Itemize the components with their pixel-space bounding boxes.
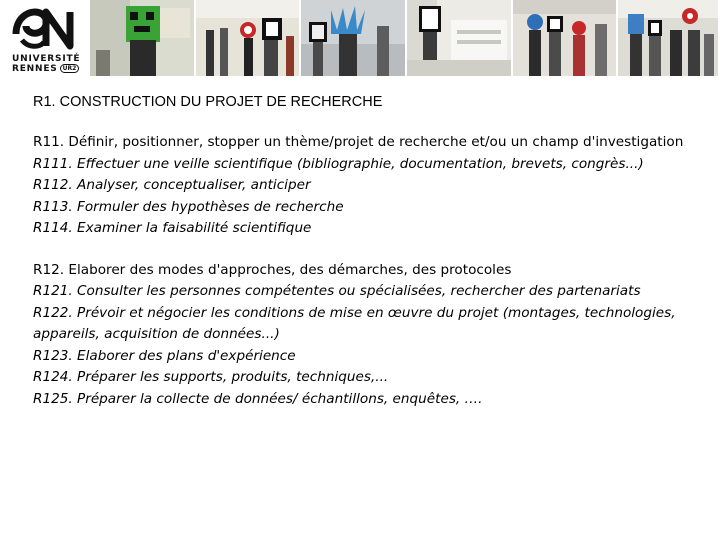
section-r11	[33, 132, 703, 240]
photo-6	[618, 0, 718, 76]
list-item: R113. Formuler des hypothèses de recherche	[33, 198, 344, 215]
photo-strip	[90, 0, 720, 76]
university-logo[interactable]	[8, 6, 84, 76]
list-item: R125. Préparer la collecte de données/ échantillons, enquêtes, ….	[33, 390, 483, 407]
university-logo-mark	[12, 6, 78, 52]
logo-tag: UR2	[60, 64, 80, 73]
document-content	[33, 92, 703, 430]
section-heading: R11. Définir, positionner, stopper un thème/projet de recherche et/ou un champ d'investigation	[33, 134, 684, 150]
photo-5	[513, 0, 617, 76]
list-item: R121. Consulter les personnes compétentes ou spécialisées, rechercher des partenariats	[33, 283, 641, 299]
photo-2	[196, 0, 300, 76]
list-item: R123. Elaborer des plans d'expérience	[33, 347, 296, 364]
list-item: R111. Effectuer une veille scientifique (bibliographie, documentation, brevets, congrès...)	[33, 155, 644, 172]
list-item: R124. Préparer les supports, produits, techniques,...	[33, 369, 389, 385]
list-item: R122. Prévoir et négocier les conditions de mise en œuvre du projet (montages, technologies, appareils, acquisition de données...)	[33, 304, 676, 342]
logo-line-1: UNIVERSITÉ	[12, 54, 81, 64]
photo-1	[90, 0, 194, 76]
header-banner	[0, 0, 720, 78]
university-logo-text	[12, 54, 80, 74]
page-title: R1. CONSTRUCTION DU PROJET DE RECHERCHE	[33, 94, 383, 110]
photo-3	[301, 0, 405, 76]
list-item: R114. Examiner la faisabilité scientifique	[33, 220, 312, 236]
list-item: R112. Analyser, conceptualiser, anticiper	[33, 177, 311, 193]
logo-line-2: RENNES	[12, 64, 58, 74]
section-r12	[33, 260, 703, 411]
section-heading: R12. Elaborer des modes d'approches, des démarches, des protocoles	[33, 261, 512, 278]
photo-4	[407, 0, 511, 76]
